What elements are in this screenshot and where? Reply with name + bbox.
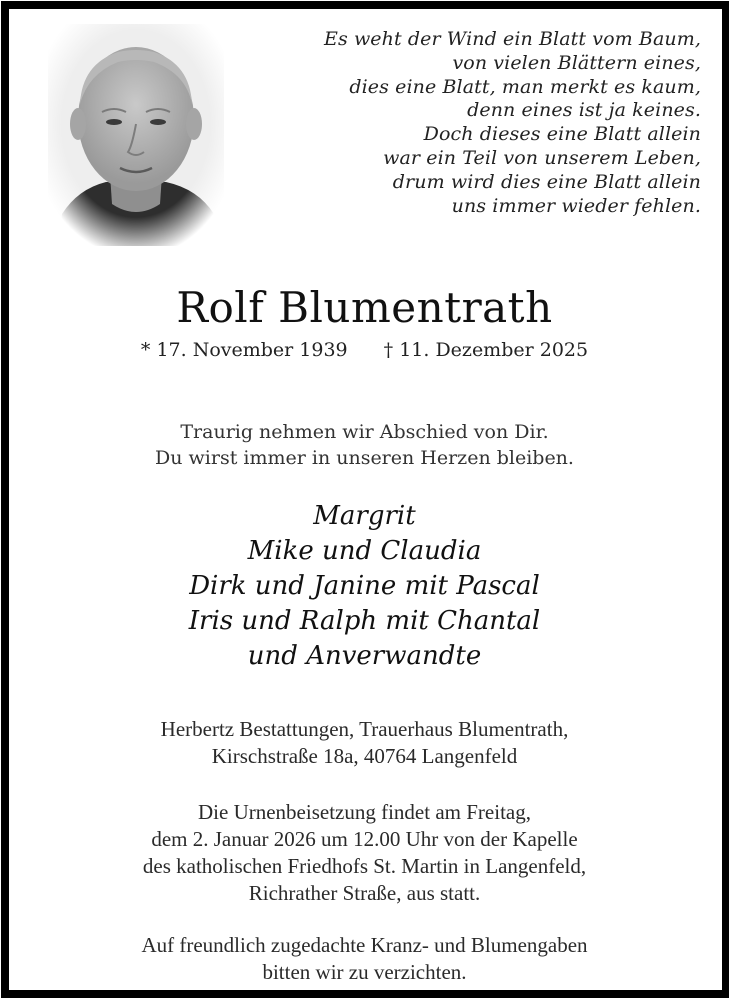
mourner-line: Mike und Claudia [247, 536, 482, 566]
birth-date: * 17. November 1939 [140, 339, 348, 361]
poem-line: war ein Teil von unserem Leben, [383, 146, 701, 169]
portrait-photo [48, 24, 224, 246]
poem-line: von vielen Blättern eines, [452, 51, 701, 74]
address-line: Kirschstraße 18a, 40764 Langenfeld [211, 744, 518, 768]
farewell-line: Traurig nehmen wir Abschied von Dir. [180, 421, 549, 443]
portrait-image [48, 24, 224, 246]
farewell-message [0, 419, 729, 471]
mourner-line: Dirk und Janine mit Pascal [189, 571, 540, 601]
burial-line: Die Urnenbeisetzung findet am Freitag, [198, 800, 531, 824]
death-date: † 11. Dezember 2025 [383, 339, 589, 361]
request-line: Auf freundlich zugedachte Kranz- und Blumengaben [141, 933, 588, 957]
burial-information [0, 799, 729, 907]
mourner-line: Iris und Ralph mit Chantal [188, 606, 541, 636]
mourner-line: Margrit [313, 501, 416, 531]
life-dates [0, 336, 729, 364]
farewell-line: Du wirst immer in unseren Herzen bleiben. [155, 447, 574, 469]
mourners-list [0, 499, 729, 674]
poem-line: dies eine Blatt, man merkt es kaum, [349, 75, 701, 98]
request-line: bitten wir zu verzichten. [262, 960, 467, 984]
poem-line: denn eines ist ja keines. [467, 99, 701, 122]
poem-line: drum wird dies eine Blatt allein [392, 170, 701, 193]
deceased-name: Rolf Blumentrath [176, 283, 553, 332]
poem-line: Doch dieses eine Blatt allein [423, 123, 701, 146]
burial-line: des katholischen Friedhofs St. Martin in Langenfeld, [142, 854, 587, 878]
memorial-poem [241, 28, 701, 218]
flower-request [0, 932, 729, 986]
funeral-home-address [0, 716, 729, 770]
address-line: Herbertz Bestattungen, Trauerhaus Blumentrath, [160, 717, 569, 741]
burial-line: dem 2. Januar 2026 um 12.00 Uhr von der Kapelle [151, 827, 578, 851]
poem-line: Es weht der Wind ein Blatt vom Baum, [323, 28, 701, 50]
burial-line: Richrather Straße, aus statt. [248, 881, 481, 905]
poem-line: uns immer wieder fehlen. [451, 194, 701, 217]
mourner-line: und Anverwandte [247, 641, 482, 671]
